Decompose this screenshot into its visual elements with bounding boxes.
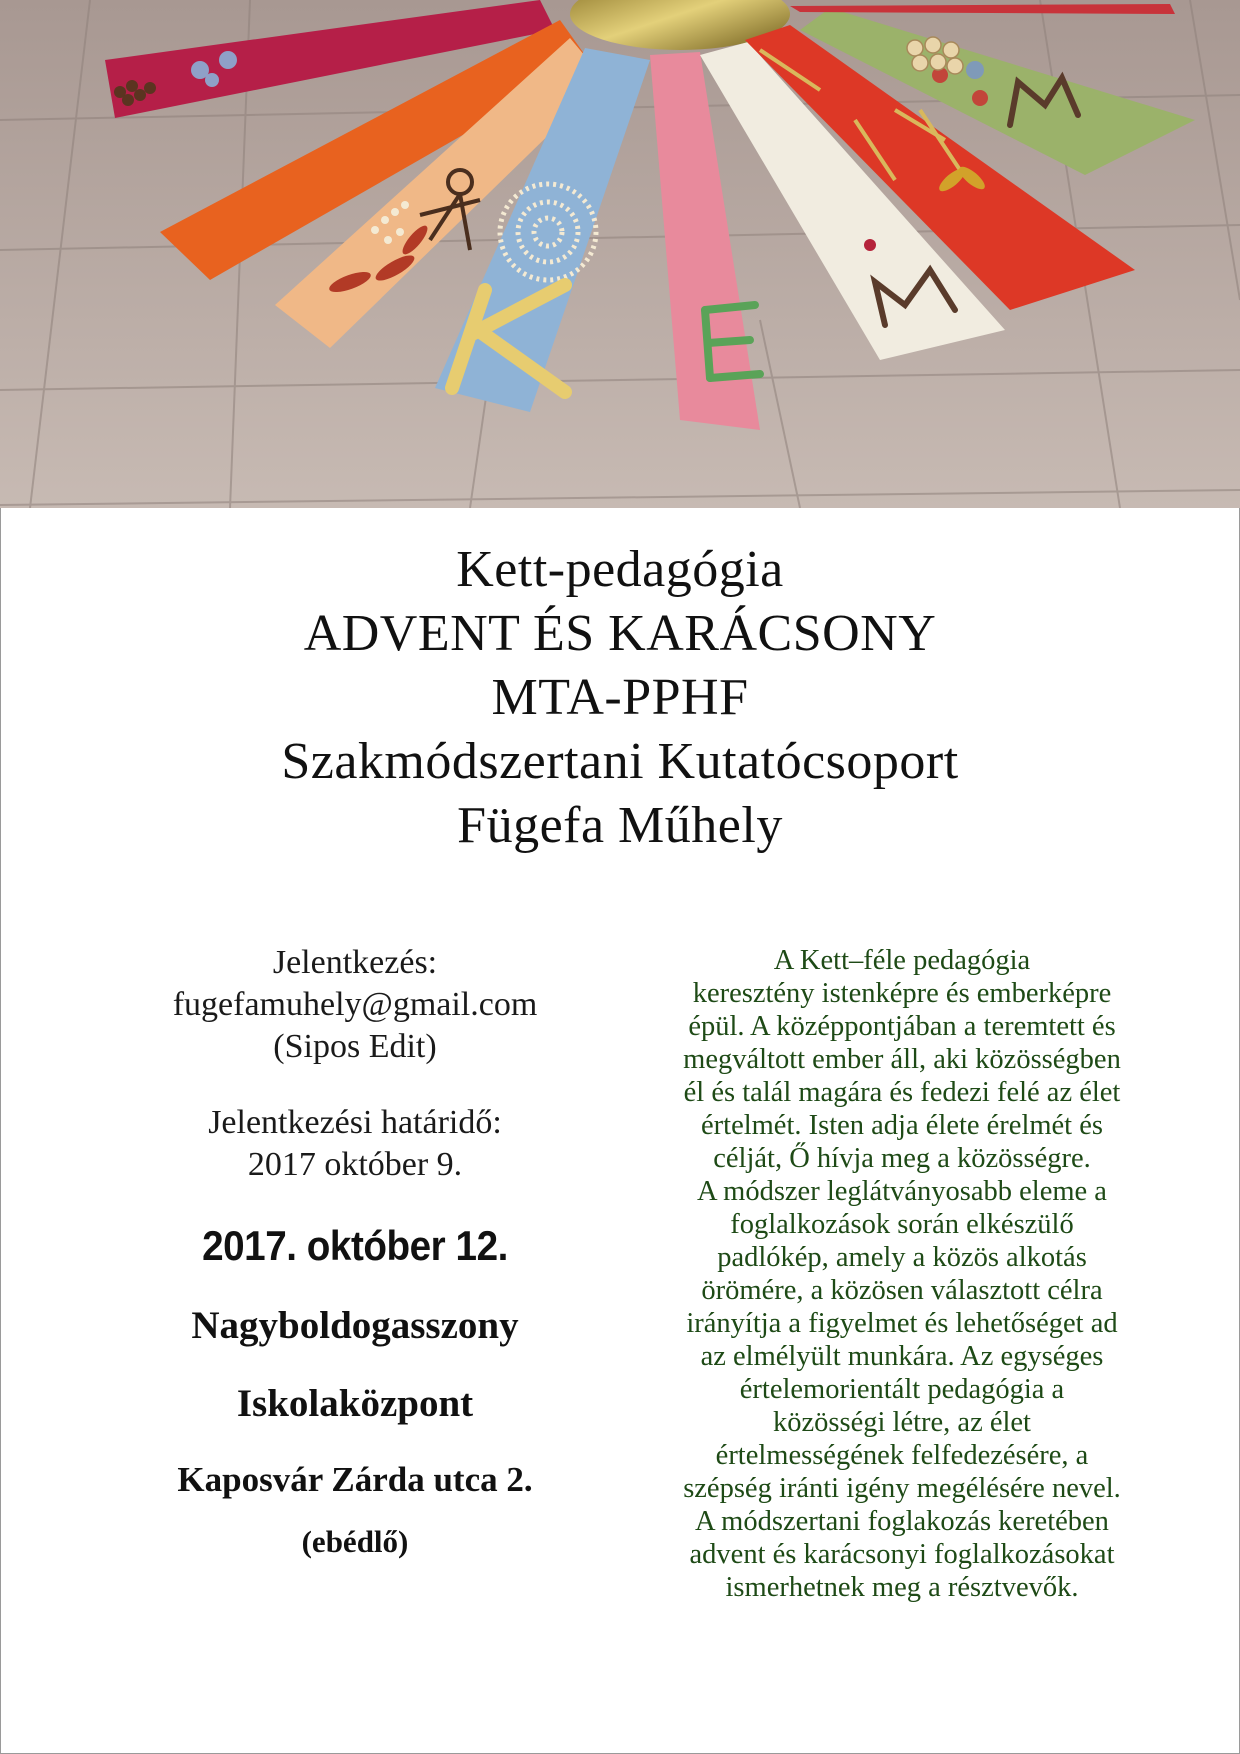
description-line: A módszer leglátványosabb eleme a [697,1176,1107,1207]
description-line: szépség iránti igény megélésére nevel. [683,1473,1121,1504]
description-line: az elmélyült munkára. Az egységes [700,1341,1104,1372]
description-line: él és talál magára és fedezi felé az élet [683,1077,1121,1108]
venue-name-line1: Nagyboldogasszony [191,1304,519,1347]
deadline-label: Jelentkezési határidő: [208,1104,502,1141]
description-line: irányítja a figyelmet és lehetőséget ad [686,1308,1118,1339]
registration-info [110,942,600,1562]
venue-address: Kaposvár Zárda utca 2. [177,1460,533,1499]
title-line-research-group: Szakmódszertani Kutatócsoport [281,733,959,790]
title-line-pedagogy: Kett-pedagógia [456,541,784,598]
registration-email[interactable]: fugefamuhely@gmail.com [172,986,538,1023]
description-line: közösségi létre, az élet [773,1407,1031,1438]
deadline-date: 2017 október 9. [247,1146,463,1183]
description-line: keresztény istenképre és emberképre [692,978,1112,1009]
floor-picture-illustration [0,0,1240,508]
registration-contact: (Sipos Edit) [273,1028,437,1065]
description-line: célját, Ő hívja meg a közösségre. [713,1143,1091,1174]
description-line: A Kett–féle pedagógia [773,945,1031,976]
description-line: értelmét. Isten adja élete érelmét és [701,1110,1103,1141]
event-date: 2017. október 12. [202,1222,508,1269]
description-line: értelmességének felfedezésére, a [715,1440,1089,1471]
description-line: megváltott ember áll, aki közösségben [683,1044,1121,1075]
title-block [0,538,1240,858]
venue-name-line2: Iskolaközpont [236,1382,474,1425]
title-line-workshop: Fügefa Műhely [457,797,783,854]
title-line-advent: ADVENT ÉS KARÁCSONY [303,605,937,662]
description-line: foglalkozások során elkészülő [730,1209,1074,1240]
description-line: ismerhetnek meg a résztvevők. [725,1572,1079,1603]
description-line: értelemorientált pedagógia a [739,1374,1065,1405]
header-photo [0,0,1240,508]
title-line-institution: MTA-PPHF [491,669,749,726]
description-line: advent és karácsonyi foglalkozásokat [689,1539,1115,1570]
description-text [652,944,1152,1604]
description-line: A módszertani foglakozás keretében [695,1506,1109,1537]
description-line: épül. A középpontjában a teremtett és [688,1011,1116,1042]
description-line: örömére, a közösen választott célra [701,1275,1103,1306]
registration-label: Jelentkezés: [272,944,438,981]
description-line: padlókép, amely a közös alkotás [717,1242,1087,1273]
venue-room: (ebédlő) [301,1524,409,1559]
